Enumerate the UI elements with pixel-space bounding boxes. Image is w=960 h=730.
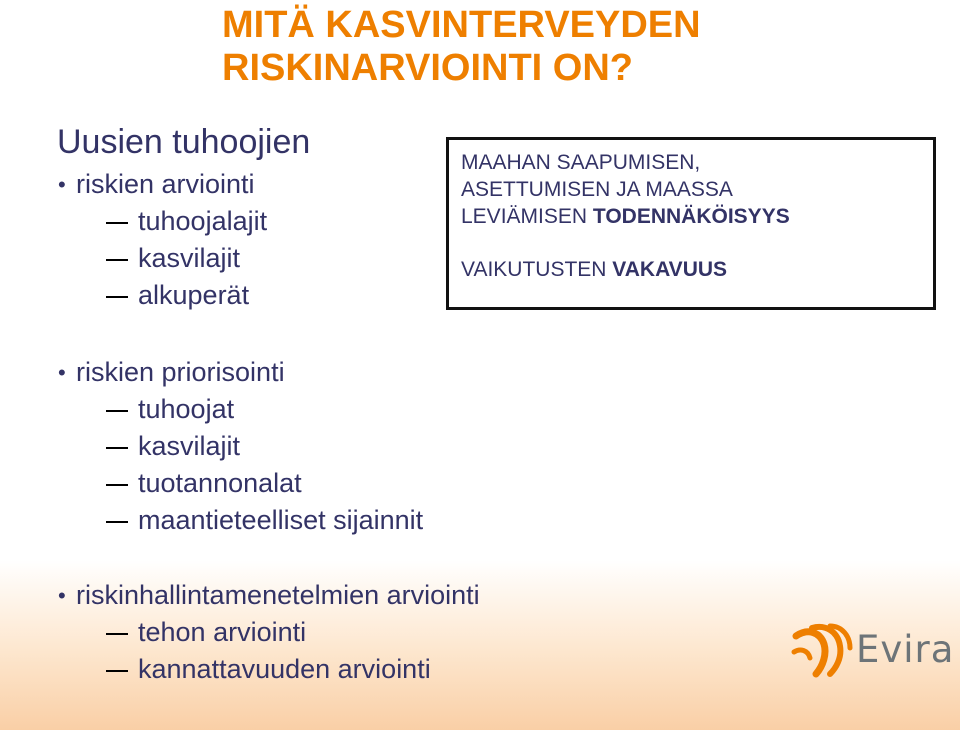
criteria-line-3 <box>461 203 933 230</box>
dash-icon <box>106 484 128 486</box>
evira-wordmark: Evira <box>856 628 955 671</box>
criteria-severity-emphasis: VAKAVUUS <box>612 258 728 281</box>
sub-item-label: tuotannonalat <box>138 468 302 498</box>
bullet-management-assessment <box>0 577 480 614</box>
slide-title-line-2: RISKINARVIOINTI ON? <box>222 47 633 89</box>
dash-icon <box>106 222 128 224</box>
criteria-line-2: ASETTUMISEN JA MAASSA <box>461 178 733 201</box>
sub-item-label: tuhoojalajit <box>138 206 268 236</box>
dash-icon <box>106 521 128 523</box>
bullet-dot-icon: • <box>58 172 66 197</box>
sub-item-production-sectors <box>0 465 423 502</box>
sub-item-pest-species <box>0 203 267 240</box>
sub-item-pests <box>0 391 423 428</box>
management-assessment-list <box>0 577 480 688</box>
sub-item-plant-species <box>0 240 267 277</box>
dash-icon <box>106 259 128 261</box>
dash-icon <box>106 633 128 635</box>
criteria-line-4-plain: VAIKUTUSTEN <box>461 258 613 281</box>
risk-assessment-list <box>0 166 267 314</box>
bullet-prioritization <box>0 354 423 391</box>
criteria-box <box>446 137 936 310</box>
dash-icon <box>106 670 128 672</box>
criteria-probability-emphasis: TODENNÄKÖISYYS <box>592 205 790 228</box>
evira-swirl-logo-icon <box>790 622 854 680</box>
dash-icon <box>106 410 128 412</box>
sub-item-label: alkuperät <box>138 280 250 310</box>
prioritization-list <box>0 354 423 539</box>
bullet-label: riskinhallintamenetelmien arviointi <box>76 580 480 610</box>
criteria-line-3-plain: LEVIÄMISEN <box>461 205 593 228</box>
bullet-label: riskien priorisointi <box>76 357 285 387</box>
sub-item-crops <box>0 428 423 465</box>
sub-item-label: kasvilajit <box>138 243 241 273</box>
sub-item-label: tuhoojat <box>138 394 235 424</box>
criteria-spacer <box>461 230 933 256</box>
dash-icon <box>106 296 128 298</box>
dash-icon <box>106 447 128 449</box>
sub-item-profitability <box>0 651 480 688</box>
criteria-line-1: MAAHAN SAAPUMISEN, <box>461 151 701 174</box>
evira-logo <box>790 622 960 682</box>
slide-title <box>222 4 942 90</box>
criteria-line-4 <box>461 256 933 283</box>
sub-item-label: maantieteelliset sijainnit <box>138 505 424 535</box>
sub-item-origins <box>0 277 267 314</box>
sub-item-geographic-locations <box>0 502 423 539</box>
section-heading: Uusien tuhoojien <box>57 123 311 161</box>
bullet-dot-icon: • <box>58 583 66 608</box>
bullet-dot-icon: • <box>58 360 66 385</box>
bullet-label: riskien arviointi <box>76 169 255 199</box>
sub-item-label: kasvilajit <box>138 431 241 461</box>
slide-title-line-1: MITÄ KASVINTERVEYDEN <box>222 4 701 46</box>
bullet-risk-assessment <box>0 166 267 203</box>
sub-item-efficacy <box>0 614 480 651</box>
sub-item-label: tehon arviointi <box>138 617 307 647</box>
sub-item-label: kannattavuuden arviointi <box>138 654 431 684</box>
